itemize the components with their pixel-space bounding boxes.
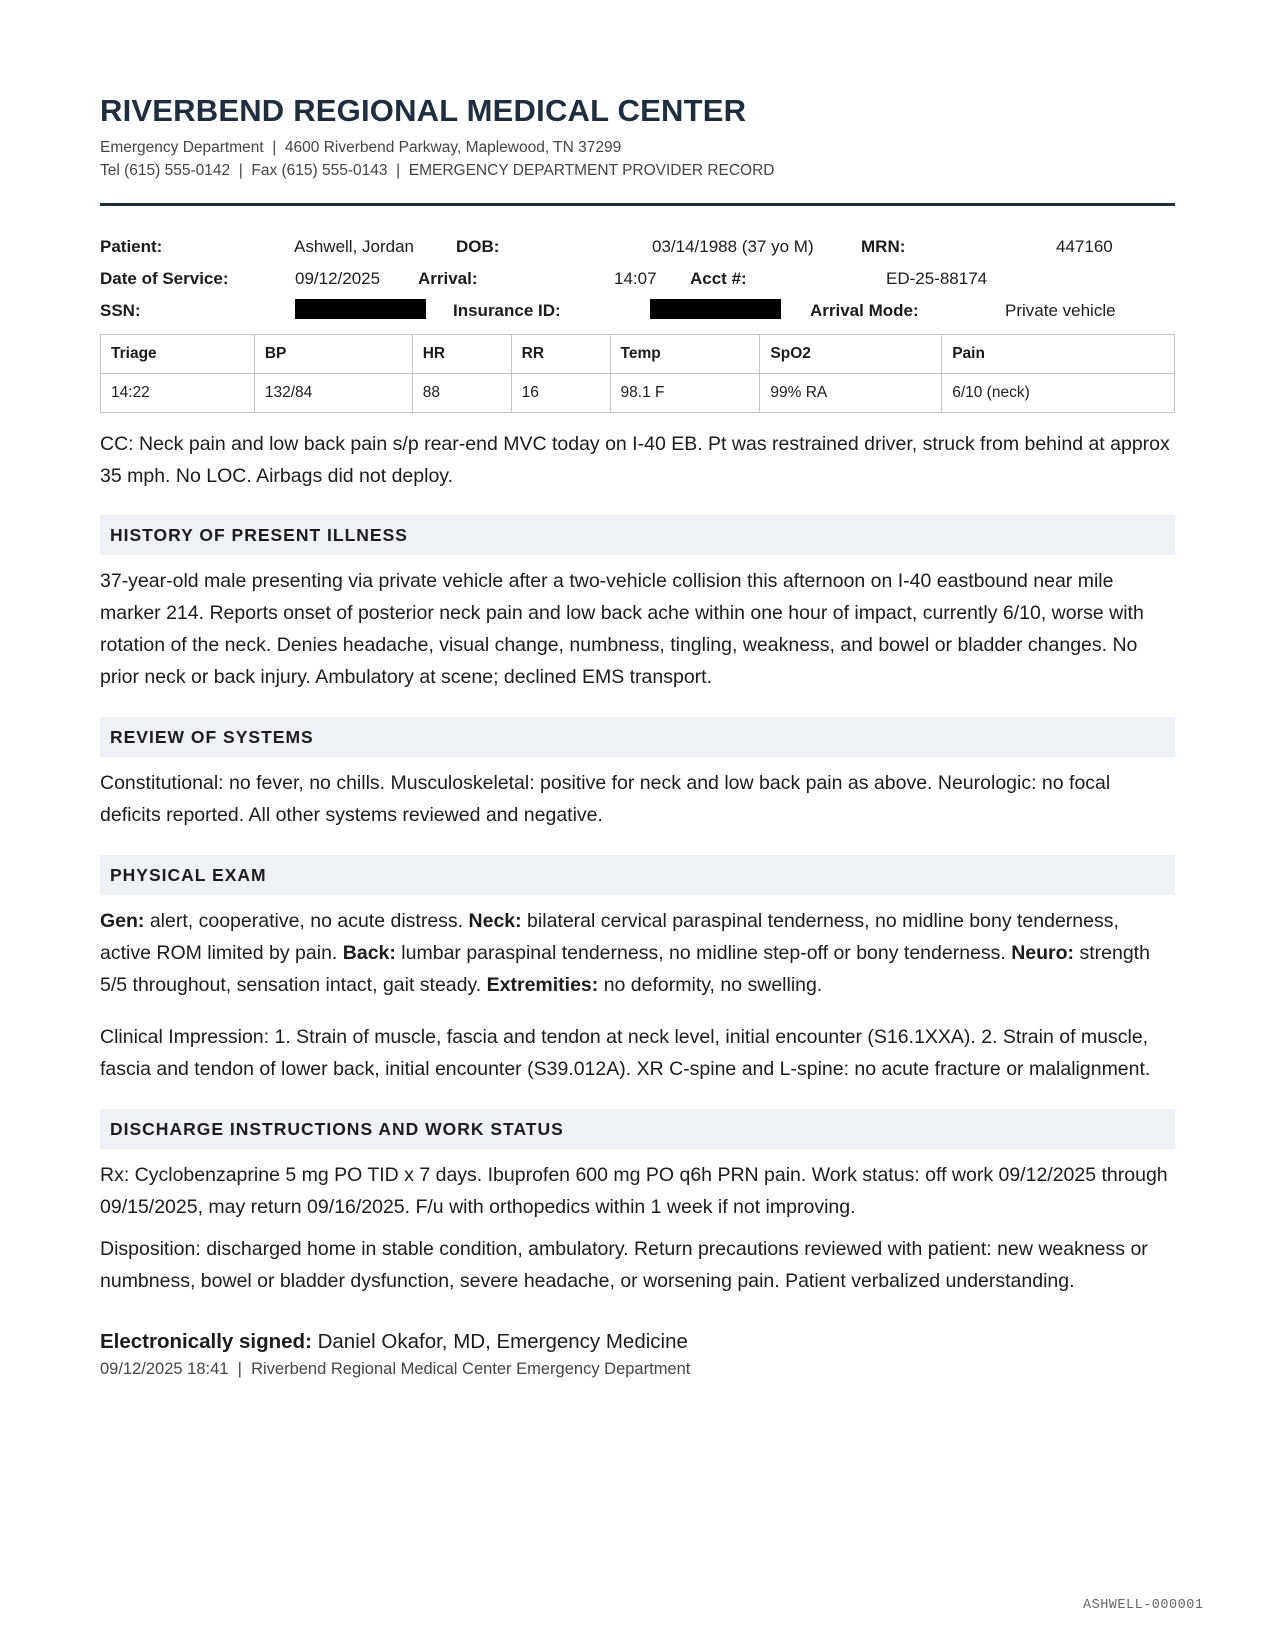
rx-text: Rx: Cyclobenzaprine 5 mg PO TID x 7 days. Ibuprofen 600 mg PO q6h PRN pain. Work status: off work 09/12/2025 through 09/15/2025, may return 09/16/2025. F/u with orthopedics within 1 week if not improving. [100,1164,1168,1218]
ssn-redaction [295,299,426,319]
vitals-header: BP [254,335,412,374]
vitals-header: Triage [101,335,255,374]
pe-back-text: lumbar paraspinal tenderness, no midline step-off or bony tenderness. [395,942,1012,964]
dos-label: Date of Service: [100,269,229,288]
ssn-label: SSN: [100,301,141,320]
dob-value: 03/14/1988 (37 yo M) [652,237,814,256]
arrival-mode-label: Arrival Mode: [810,301,919,320]
pe-extremities-label: Extremities: [486,974,599,996]
vitals-cell: 88 [412,374,511,413]
acct-value: ED-25-88174 [886,269,988,288]
signature-name: Daniel Okafor, MD, Emergency Medicine [311,1330,688,1353]
vitals-header: SpO2 [760,335,942,374]
arrival-mode-value: Private vehicle [1005,301,1116,320]
hospital-contact-line: Tel (615) 555-0142 | Fax (615) 555-0143 | EMERGENCY DEPARTMENT PROVIDER RECORD [100,162,775,179]
signature-timestamp: 09/12/2025 18:41 | Riverbend Regional Medical Center Emergency Department [100,1360,691,1378]
signature-label: Electronically signed: [100,1330,312,1353]
pe-gen-text: alert, cooperative, no acute distress. [144,910,469,932]
vitals-cell: 99% RA [760,374,942,413]
signature-line [100,1327,1175,1357]
section-header-physical-exam: PHYSICAL EXAM [100,855,1175,895]
patient-demographics [100,206,1175,321]
vitals-header: HR [412,335,511,374]
pe-neck-label: Neck: [468,910,522,932]
insurance-redaction [650,299,781,319]
pe-back-label: Back: [342,942,396,964]
mrn-label: MRN: [861,237,906,256]
acct-label: Acct #: [690,269,747,288]
chief-complaint: CC: Neck pain and low back pain s/p rear-end MVC today on I-40 EB. Pt was restrained driver, struck from behind at approx 35 mph. No LOC. Airbags did not deploy. [100,433,1170,487]
pe-gen-label: Gen: [100,910,145,932]
hpi-text: 37-year-old male presenting via private vehicle after a two-vehicle collision this afternoon on I-40 eastbound near mile marker 214. Reports onset of posterior neck pain and low back ache within one hour of impact, currently 6/10, worse with rotation of the neck. Denies headache, visual change, numbness, tingling, weakness, and bowel or bladder changes. No prior neck or back injury. Ambulatory at scene; declined EMS transport. [100,570,1144,688]
disposition-text: Disposition: discharged home in stable condition, ambulatory. Return precautions reviewed with patient: new weakness or numbness, bowel or bladder dysfunction, severe headache, or worsening pain. Patient verbalized understanding. [100,1238,1148,1292]
document-page [100,92,1175,1381]
ros-text: Constitutional: no fever, no chills. Musculoskeletal: positive for neck and low back pain as above. Neurologic: no focal deficits reported. All other systems reviewed and negative. [100,772,1111,826]
vitals-cell: 132/84 [254,374,412,413]
arrival-label: Arrival: [418,269,478,288]
arrival-value: 14:07 [614,269,657,288]
mrn-value: 447160 [1056,237,1113,256]
physical-exam-text [100,905,1175,1001]
clinical-impression: Clinical Impression: 1. Strain of muscle, fascia and tendon at neck level, initial encounter (S16.1XXA). 2. Strain of muscle, fascia and tendon of lower back, initial encounter (S39.012A). XR C-spine and L-spine: no acute fracture or malalignment. [100,1026,1151,1080]
bates-number: ASHWELL-000001 [1083,1598,1204,1613]
vitals-header: Temp [610,335,760,374]
pe-extremities-text: no deformity, no swelling. [598,974,823,996]
pe-neck-text: bilateral cervical paraspinal tenderness, no midline bony tenderness, active ROM limited by pain. [100,910,1119,964]
vitals-header: Pain [942,335,1175,374]
section-header-hpi: HISTORY OF PRESENT ILLNESS [100,515,1175,555]
pe-neuro-label: Neuro: [1011,942,1075,964]
vitals-cell: 98.1 F [610,374,760,413]
section-header-ros: REVIEW OF SYSTEMS [100,717,1175,757]
hospital-address-line: Emergency Department | 4600 Riverbend Parkway, Maplewood, TN 37299 [100,139,622,156]
vitals-header: RR [511,335,610,374]
patient-label: Patient: [100,237,163,256]
vitals-cell: 14:22 [101,374,255,413]
vitals-cell: 16 [511,374,610,413]
vitals-value-row [101,374,1175,413]
vitals-cell: 6/10 (neck) [942,374,1175,413]
dos-value: 09/12/2025 [295,269,381,288]
hospital-name: RIVERBEND REGIONAL MEDICAL CENTER [100,93,747,128]
vitals-header-row [101,335,1175,374]
dob-label: DOB: [456,237,500,256]
pe-neuro-text: strength 5/5 throughout, sensation intact, gait steady. [100,942,1150,996]
patient-name: Ashwell, Jordan [294,237,415,256]
section-header-discharge: DISCHARGE INSTRUCTIONS AND WORK STATUS [100,1109,1175,1149]
vitals-table [100,334,1175,413]
insurance-label: Insurance ID: [453,301,561,320]
